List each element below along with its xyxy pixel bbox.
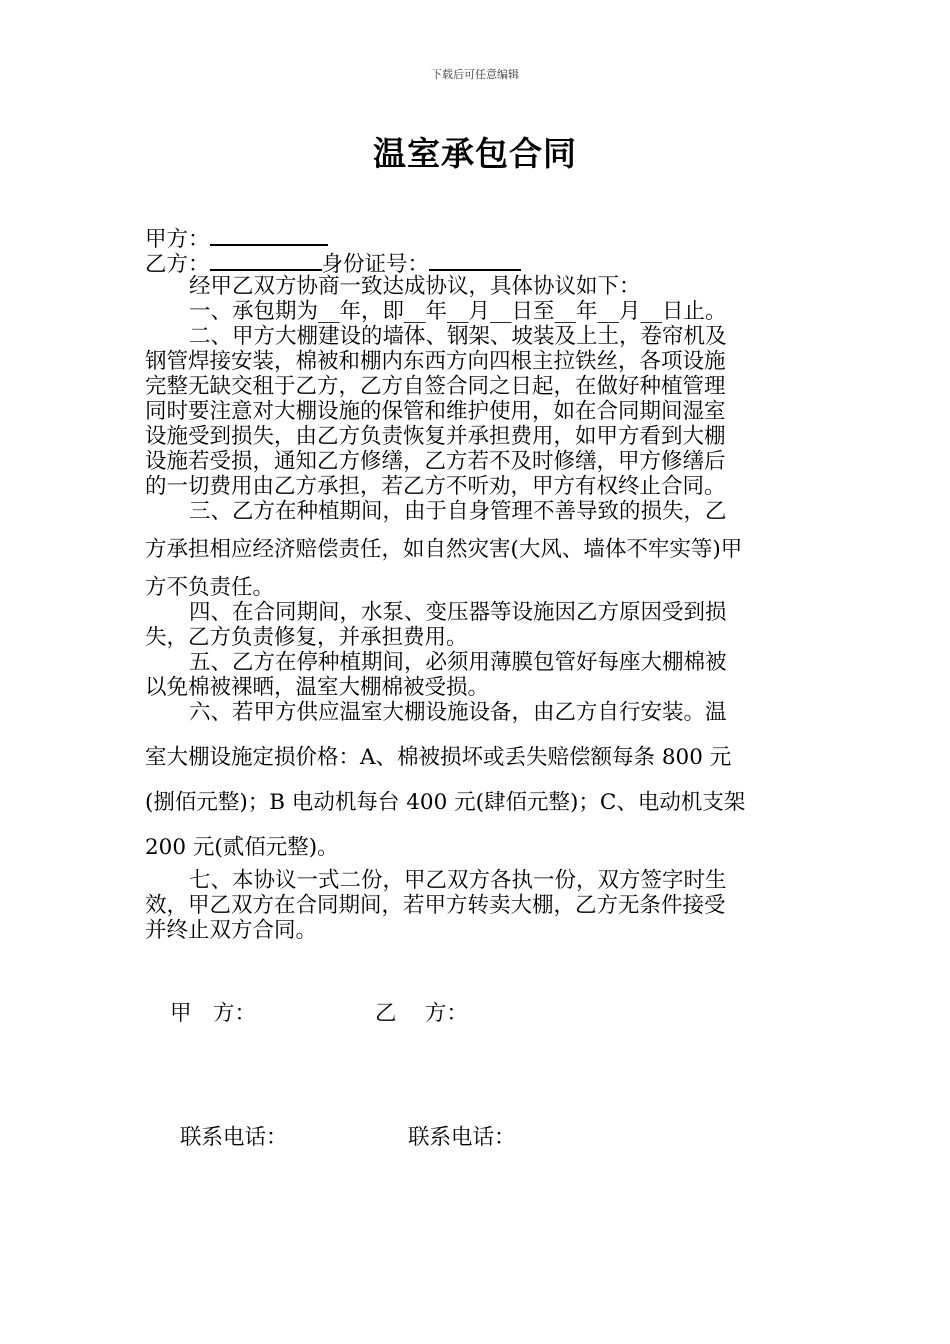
- party-b-line: [145, 249, 805, 274]
- party-a-label: 甲方：: [145, 227, 210, 249]
- clause-2-line-1: 二、甲方大棚建设的墙体、钢架、坡装及上土，卷帘机及: [189, 324, 727, 349]
- clause-5-line-1: 五、乙方在停种植期间，必须用薄膜包管好每座大棚棉被: [189, 650, 727, 675]
- party-b-phone-label: 联系电话：: [408, 1125, 516, 1150]
- clause-2-line-3: 完整无缺交租于乙方，乙方自签合同之日起，在做好种植管理: [145, 374, 726, 399]
- clause-5-line-2: 以免棉被裸晒，温室大棚棉被受损。: [145, 675, 490, 700]
- paragraph-intro: 经甲乙双方协商一致达成协议，具体协议如下：: [189, 274, 641, 299]
- party-b-label: 乙方：: [145, 252, 210, 274]
- clause-7-line-1: 七、本协议一式二份，甲乙双方各执一份，双方签字时生: [189, 868, 727, 893]
- clause-6-line-3: (捌佰元整)；B 电动机每台 400 元(肆佰元整)；C、电动机支架: [145, 790, 746, 815]
- clause-6-line-4: 200 元(贰佰元整)。: [145, 835, 339, 860]
- id-blank: [429, 249, 521, 271]
- clause-2-line-5: 设施受到损失，由乙方负责恢复并承担费用，如甲方看到大棚: [145, 424, 726, 449]
- clause-6-line-2: 室大棚设施定损价格：A、棉被损坏或丢失赔偿额每条 800 元: [145, 745, 732, 770]
- signature-row: [170, 996, 468, 1027]
- document-title: 温室承包合同: [373, 134, 577, 173]
- party-a-phone-label: 联系电话：: [180, 1125, 288, 1150]
- header-note: 下载后可任意编辑: [431, 68, 519, 81]
- clause-2-line-2: 钢管焊接安装，棉被和棚内东西方向四根主拉铁丝，各项设施: [145, 349, 726, 374]
- contract-body: [145, 224, 805, 943]
- clause-6-line-1: 六、若甲方供应温室大棚设施设备，由乙方自行安装。温: [189, 700, 727, 725]
- party-a-signature-label: 甲 方：: [170, 1001, 257, 1026]
- clause-7-line-3: 并终止双方合同。: [145, 918, 318, 943]
- clause-3-line-1: 三、乙方在种植期间，由于自身管理不善导致的损失，乙: [189, 499, 727, 524]
- clause-4-line-2: 失，乙方负责修复，并承担费用。: [145, 625, 468, 650]
- clause-1: 一、承包期为__年，即__年__月__日至__年__月__日止。: [189, 299, 727, 324]
- clause-2-line-6: 设施若受损，通知乙方修缮，乙方若不及时修缮，甲方修缮后: [145, 449, 726, 474]
- clause-3-line-3: 方不负责任。: [145, 575, 275, 600]
- phone-row: [180, 1120, 516, 1151]
- party-a-line: [145, 224, 805, 249]
- clause-4-line-1: 四、在合同期间，水泵、变压器等设施因乙方原因受到损: [189, 600, 727, 625]
- id-label: 身份证号：: [321, 252, 430, 274]
- clause-2-line-7: 的一切费用由乙方承担，若乙方不听劝，甲方有权终止合同。: [145, 474, 726, 499]
- clause-7-line-2: 效，甲乙双方在合同期间，若甲方转卖大棚，乙方无条件接受: [145, 893, 726, 918]
- party-a-blank: [210, 224, 328, 246]
- party-b-signature-label: 乙 方：: [375, 1001, 468, 1026]
- clause-2-line-4: 同时要注意对大棚设施的保管和维护使用，如在合同期间湿室: [145, 399, 726, 424]
- party-b-blank: [210, 249, 322, 271]
- clause-3-line-2: 方承担相应经济赔偿责任，如自然灾害(大风、墙体不牢实等)甲: [145, 537, 743, 562]
